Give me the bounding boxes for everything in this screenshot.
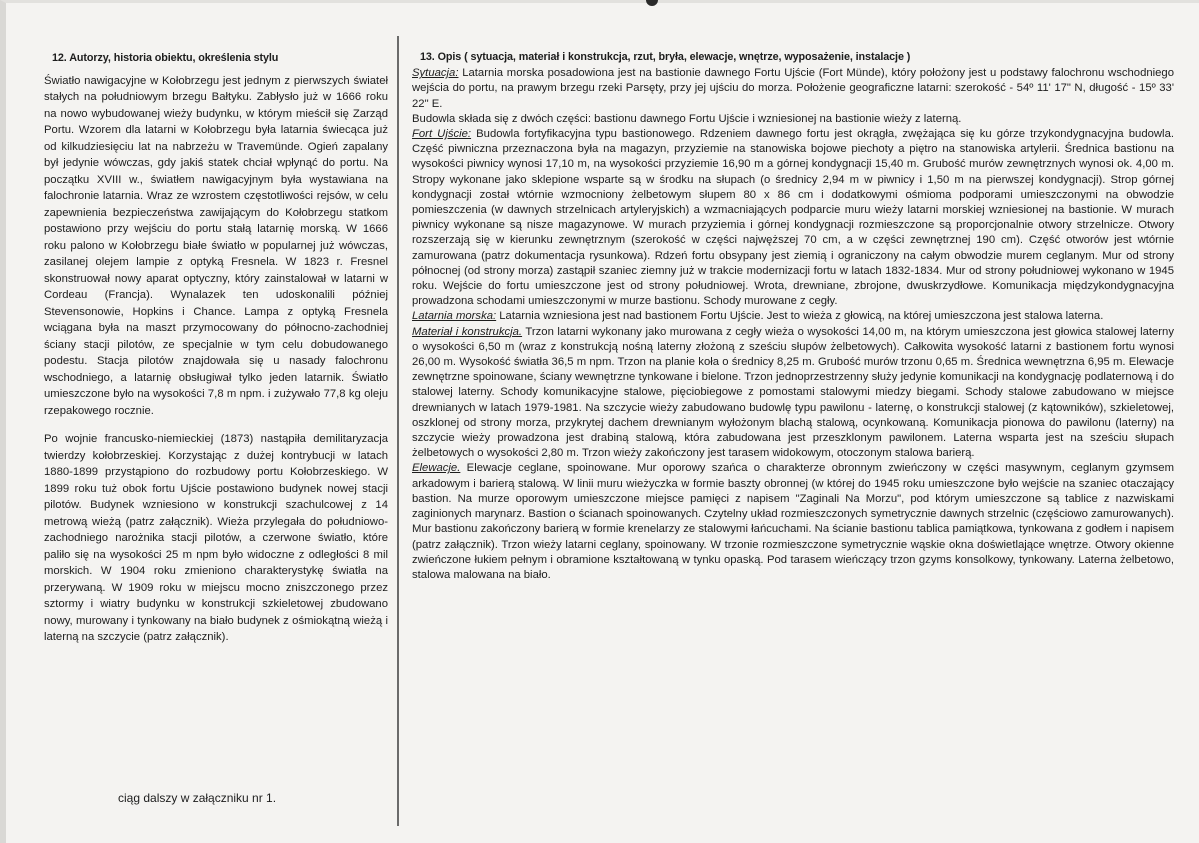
history-paragraph-2: Po wojnie francusko-niemieckiej (1873) nastąpiła demilitaryzacja twierdzy kołobrzeskiej. Korzystając z dużej kontrybucji w latach 1880-1899 przystąpiono do rozbudowy portu Kołobrzeskiego. W 1899 roku tuż obok fortu Ujście postawiono budynek nowej stacji pilotów. Budynek wzniesiono w konstrukcji szachulcowej z 14 metrową wieżą (patrz załącznik). Wieża przylegała do południowo-zachodniego narożnika stacji pilotów, a czerwone światło, które paliło się na wysokości 25 m npm było widoczne z odległości 8 mil morskich. W 1904 roku zmieniono charakterystykę światła na przerywaną. W 1909 roku w miejscu mocno zniszczonego przez sztormy i wiatry budynku w konstrukcji szkieletowej zbudowano nowy, murowany i tynkowany na biało budynek z ośmiokątną wieżą i laterną na szczycie (patrz załącznik). [44,433,388,643]
right-column [412,50,1174,583]
continuation-note: ciąg dalszy w załączniku nr 1. [118,791,277,805]
elewacje-text: Elewacje ceglane, spoinowane. Mur oporowy szańca o charakterze obronnym zwieńczony w części masywnym, ceglanym gzymsem arkadowym i barierą stalową. W linii muru wieżyczka w formie baszty obronnej (w której do 1945 roku umieszczone było wejście na szaniec otaczający bastion. Na murze oporowym umieszczone miejsce pamięci z napisem "Zaginali Na Morzu", pod którym umieszczone są tablice z nazwiskami zaginionych marynarz. Bastion o ścianach spoinowanych. Czytelny układ rozmieszczonych symetrycznie dawnych strzelnic (częściowo zamurowanych). Mur bastionu zakończony barierą w formie krenelarzy ze stalowymi łańcuchami. Na ścianie bastionu tablica pamiątkowa, tynkowana z godłem i napisem (patrz załącznik). Trzon wieży latarni ceglany, spoinowany. W trzonie rozmieszczone symetrycznie wąskie okna doświetlające wnętrze. Otwory okienne zwieńczone łukiem pełnym i obramione kształtowaną w tynku opaską. Pod tarasem wieńczący trzon gzyms konsolkowy, tynkowany. Laterna żelbetowo, stalowa malowana na biało. [412,462,1174,581]
latarnia-paragraph [412,309,1174,324]
punch-mark [646,0,658,6]
section-13-title: 13. Opis ( sytuacja, materiał i konstrukcja, rzut, bryła, elewacje, wnętrze, wyposażenie, instalacje ) [420,51,911,63]
history-paragraph-1: Światło nawigacyjne w Kołobrzegu jest jednym z pierwszych świateł stałych na południowym brzegu Bałtyku. Zabłysło już w 1666 roku na nowo wybudowanej wieży budynku, w którym mieścił się Zarząd Portu. Wzorem dla latarni w Kołobrzegu była latarnia świecąca już od kilkudziesięciu lat na nabrzeżu w Travemünde. Ogień zapalany był jedynie wówczas, gdy jakiś statek chciał wpłynąć do portu. Na początku XVIII w., światłem nawigacyjnym była wystawiana na falochronie latarnia. Wraz ze wzrostem częstotliwości rejsów, w celu zapewnienia bezpieczeństwa zawijającym do Kołobrzegu statkom postawiono przy wejściu do portu stałą latarnię morską. W 1666 roku palono w Kołobrzegu białe światło w popularnej już wówczas, zasilanej olejem lampie z optyką Fresnela. W 1823 r. Fresnel skonstruował nowy aparat optyczny, który zainstalował w latarni w Cordeau (Francja). Wynalazek ten udoskonalili później Stevensonowie, Hopkins i Chance. Lampa z optyką Fresnela wciągana była na maszt przymocowany do północno-zachodniej ściany stacji pilotów, ze specjalnie w tym celu dobudowanego podestu. Stacja pilotów znajdowała się u nasady falochronu wschodniego, a latarnię obsługiwał tylko jeden latarnik. Światło umieszczone było na wysokości 7,8 m npm. i zużywało 77,8 kg oleju rzepakowego rocznie. [44,74,388,417]
material-text: Trzon latarni wykonany jako murowana z cegły wieża o wysokości 14,00 m, na którym umieszczona jest głowica stalowej laterny o wysokości 6,50 m (wraz z konstrukcją nośną laterny złożoną z sześciu słupów żelbetowych). Całkowita wysokość latarni z bastionem fortu wynosi 26,00 m. Wysokość światła 36,5 m npm. Trzon na planie koła o średnicy 8,25 m. Grubość murów trzonu 0,65 m. Średnica wewnętrzna 6,95 m. Elewacje zewnętrzne spoinowane, ściany wewnętrzne tynkowane i bielone. Trzon jednoprzestrzenny służy jedynie komunikacji na kondygnację podlaternową i do stalowej laterny. Schody komunikacyjne stalowe, pięciobiegowe z pomostami stalowymi miedzy biegami. Schody stalowe zabudowano w miejsce drewnianych w latach 1979-1981. Na szczycie wieży zabudowano budowlę typu pawilonu - laternę, o konstrukcji stalowej (z kątowników), szkieletowej, oszklonej od strony morza, przykrytej dachem drewnianym wyłożonym blachą stalową, ocynkowaną. Komunikacja pionowa do pawilonu (laterny) na szczycie wieży prowadzona jest drabiną stalową, która zabudowana jest przeszklonym pawilonem. Laterna wsparta jest na sześciu słupach żelbetowych o wysokości 2,80 m. Trzon wieży zakończony jest tarasem widokowym, otoczonym stalowa barierą. [412,325,1174,460]
fort-paragraph [412,127,1174,309]
paragraph-gap [44,419,388,431]
elewacje-paragraph [412,461,1174,583]
column-divider [397,36,399,826]
sytuacja-heading: Sytuacja: [412,67,459,80]
fort-heading: Fort Ujście: [412,128,472,141]
elewacje-heading: Elewacje. [412,462,461,475]
budowla-paragraph: Budowla składa się z dwóch części: bastionu dawnego Fortu Ujście i wzniesionej na bastionie wieży z laterną. [412,112,962,125]
material-paragraph [412,325,1174,462]
latarnia-text: Latarnia wzniesiona jest nad bastionem Fortu Ujście. Jest to wieża z głowicą, na której umieszczona jest stalowa laterna. [496,310,1104,323]
left-column [44,50,388,646]
sytuacja-text: Latarnia morska posadowiona jest na bastionie dawnego Fortu Ujście (Fort Münde), który położony jest u podstawy falochronu wschodniego wejścia do portu, na prawym brzegu rzeki Parsęty, przy jej ujściu do morza. Położenie geograficzne latarni: szerokość - 54º 11' 17" N, długość - 15º 33' 22" E. [412,67,1174,110]
latarnia-heading: Latarnia morska: [412,310,497,323]
material-heading: Materiał i konstrukcja. [412,325,523,338]
fort-text: Budowla fortyfikacyjna typu bastionowego. Rdzeniem dawnego fortu jest okrągła, zwężająca się ku górze trzykondygnacyjna budowla. Część piwniczna przeznaczona była na magazyn, przyziemie na stanowiska bojowe piechoty a piętro na stanowiska artylerii. Średnica bastionu na wysokości piwnicy wynosi 17,10 m, na wysokości przyziemie 16,90 m a górnej kondygnacji 15,40 m. Grubość murów zewnętrznych wynosi ok. 4,00 m. Stropy wykonane jako sklepione wsparte są w środku na słupach (o średnicy 2,94 m w piwnicy i 1,50 m na pierwszej kondygnacji). Strop górnej kondygnacji został wtórnie wzmocniony żelbetowym słupem 80 x 86 cm i dodatkowymi ośmioma podporami umieszczonymi na obwodzie pomieszczenia (w dawnych strzelnicach artyleryjskich) a wzmacniających podparcie muru wieży latarni morskiej wzniesionej na bastionie. W murach piwnicy wykonane są nisze magazynowe. W murach przyziemia i górnej kondygnacji rozmieszczone są proporcjonalnie otwory strzelnicze. Otwory rozszerzają się w kierunku zewnętrznym (szerokość w części najwęższej 70 cm, a w części zewnętrznej 190 cm). Część otworów jest wtórnie zamurowana (patrz dokumentacja rysunkowa). Rdzeń fortu obsypany jest ziemią i ograniczony na całym obwodzie murem ceglanym. Mur od strony północnej (od strony morza) zastąpił szaniec ziemny już w trakcie modernizacji fortu w latach 1832-1834. Mur od strony południowej wykonano w 1945 roku. Wejście do fortu umieszczone jest od strony południowej. Wrota, drewniane, zbrojone, dwuskrzydłowe. Komunikacja międzykondygnacyjna prowadzona schodami umieszczonymi w murze bastionu. Schody murowane z cegły. [412,128,1174,308]
sytuacja-paragraph [412,66,1174,112]
section-12-title: 12. Autorzy, historia obiektu, określenia stylu [52,52,279,64]
